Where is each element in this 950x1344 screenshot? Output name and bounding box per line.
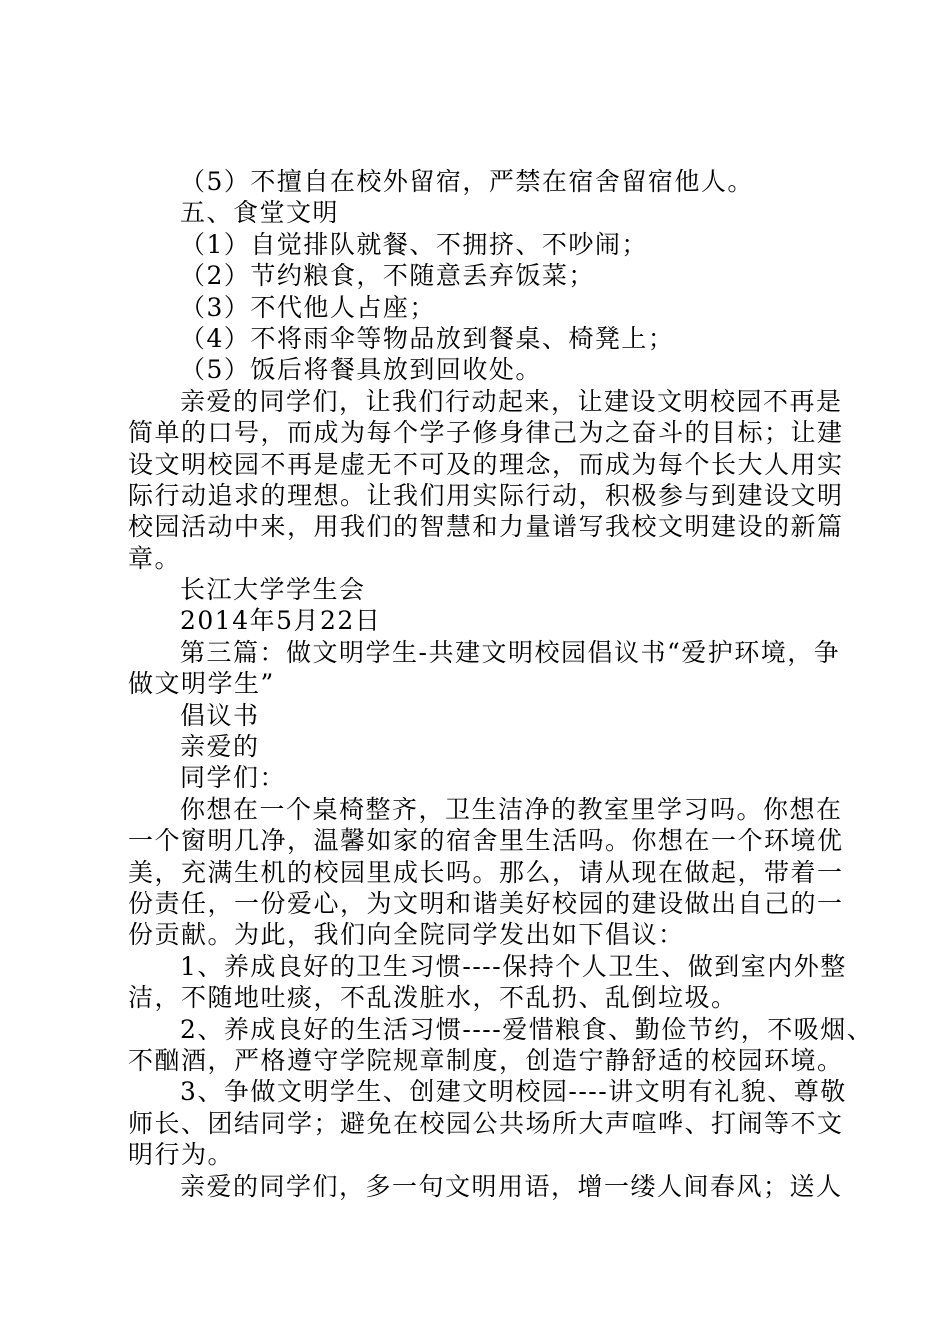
text-line: 亲爱的同学们，让我们行动起来，让建设文明校园不再是 <box>180 386 843 416</box>
text-line: 你想在一个桌椅整齐，卫生洁净的教室里学习吗。你想在 <box>180 794 843 824</box>
text-line: 做文明学生” <box>128 669 275 699</box>
text-line: 同学们： <box>180 763 287 793</box>
text-line: 份责任，一份爱心，为文明和谐美好校园的建设做出自己的一 <box>128 888 844 918</box>
text-line: 美，充满生机的校园里成长吗。那么，请从现在做起，带着一 <box>128 857 844 887</box>
text-line: 倡议书 <box>180 700 260 730</box>
text-line: 份贡献。为此，我们向全院同学发出如下倡议： <box>128 920 685 950</box>
text-line: 第三篇：做文明学生-共建文明校园倡议书“爱护环境，争 <box>180 637 841 667</box>
text-line: 设文明校园不再是虚无不可及的理念，而成为每个长大人用实 <box>128 449 844 479</box>
text-line: （2）节约粮食，不随意丢弃饭菜； <box>180 261 595 291</box>
text-line: （5）不擅自在校外留宿，严禁在宿舍留宿他人。 <box>180 167 754 196</box>
text-line: 不酗酒，严格遵守学院规章制度，创造宁静舒适的校园环境。 <box>128 1045 844 1075</box>
text-line: 洁，不随地吐痰，不乱泼脏水，不乱扔、乱倒垃圾。 <box>128 983 738 1013</box>
text-line: （1）自觉排队就餐、不拥挤、不吵闹； <box>180 229 648 259</box>
text-line: 1、养成良好的卫生习惯----保持个人卫生、做到室内外整 <box>180 951 847 981</box>
text-line: 际行动追求的理想。让我们用实际行动，积极参与到建设文明 <box>128 480 844 510</box>
text-line: 2、养成良好的生活习惯----爱惜粮食、勤俭节约，不吸烟、 <box>180 1014 874 1044</box>
text-line: 师长、团结同学；避免在校园公共场所大声喧哗、打闹等不文 <box>128 1108 844 1138</box>
text-line: 五、食堂文明 <box>180 198 340 228</box>
document-body <box>128 166 874 1202</box>
text-line: 章。 <box>128 543 182 573</box>
text-line: 明行为。 <box>128 1140 235 1170</box>
text-line: （4）不将雨伞等物品放到餐桌、椅凳上； <box>180 323 675 353</box>
text-line: 简单的口号，而成为每个学子修身律己为之奋斗的目标；让建 <box>128 418 844 448</box>
text-line: 长江大学学生会 <box>180 575 366 605</box>
text-line: （3）不代他人占座； <box>180 292 436 322</box>
text-line: 2014年5月22日 <box>180 606 382 636</box>
text-line: 校园活动中来，用我们的智慧和力量谱写我校文明建设的新篇 <box>128 512 844 542</box>
text-line: 3、争做文明学生、创建文明校园----讲文明有礼貌、尊敬 <box>180 1077 847 1107</box>
text-line: 一个窗明几净，温馨如家的宿舍里生活吗。你想在一个环境优 <box>128 826 844 856</box>
text-line: 亲爱的 <box>180 732 260 762</box>
text-line: 亲爱的同学们，多一句文明用语，增一缕人间春风；送人 <box>180 1171 843 1201</box>
text-line: （5）饭后将餐具放到回收处。 <box>180 355 542 385</box>
